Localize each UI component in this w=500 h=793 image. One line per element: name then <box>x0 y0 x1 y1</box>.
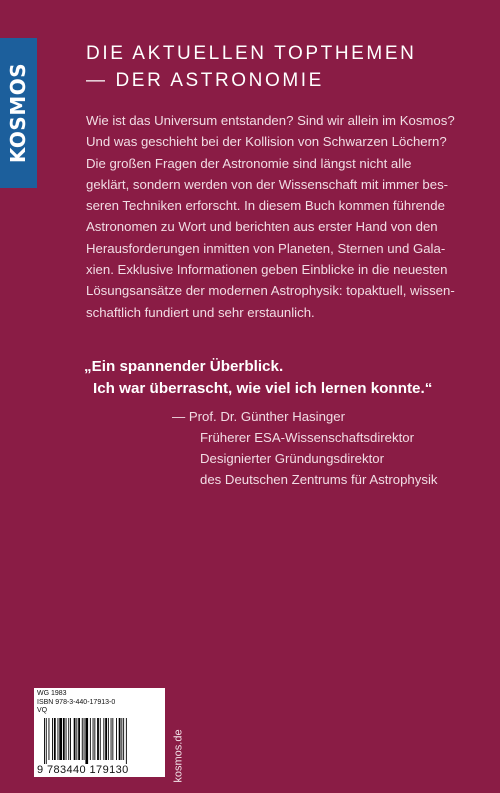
barcode-digits: 9 783440 179130 <box>37 764 129 776</box>
website-url <box>172 723 186 789</box>
attribution-role-2: Designierter Gründungsdirektor <box>200 451 384 466</box>
barcode-graphic <box>44 718 158 764</box>
blurb-line: Astronomen zu Wort und berichten aus erster Hand von den <box>86 219 438 235</box>
quote-attribution <box>172 406 492 490</box>
blurb-line: Und was geschieht bei der Kollision von Schwarzen Löchern? <box>86 134 447 150</box>
blurb-line: Wie ist das Universum entstanden? Sind wir allein im Kosmos? <box>86 113 455 128</box>
isbn-barcode-box <box>34 688 165 777</box>
kosmos-logo <box>0 38 37 188</box>
headline-line-2: — DER ASTRONOMIE <box>86 70 324 91</box>
attribution-role-1: Früherer ESA-Wissenschaftsdirektor <box>200 430 414 445</box>
blurb-line: Die großen Fragen der Astronomie sind längst nicht alle <box>86 155 412 171</box>
vq-code: VQ <box>37 707 48 714</box>
headline <box>86 40 486 94</box>
blurb-line: Lösungsansätze der modernen Astrophysik: topaktuell, wissen- <box>86 283 455 299</box>
blurb-text <box>86 110 462 323</box>
quote-line-2: Ich war überrascht, wie viel ich lernen konnte.“ <box>93 380 433 397</box>
isbn-number: ISBN 978-3-440-17913-0 <box>37 698 116 706</box>
blurb-line: schaftlich fundiert und sehr erstaunlich. <box>86 304 315 320</box>
attribution-role-3: des Deutschen Zentrums für Astrophysik <box>200 472 438 487</box>
blurb-line: geklärt, sondern werden von der Wissenschaft mit immer bes- <box>86 176 449 192</box>
attribution-name: — Prof. Dr. Günther Hasinger <box>172 409 345 424</box>
blurb-line: seren Techniken erforscht. In diesem Buch kommen führende <box>86 198 445 214</box>
headline-line-1: DIE AKTUELLEN TOPTHEMEN <box>86 43 417 64</box>
review-quote <box>84 356 484 400</box>
kosmos-logo-text: KOSMOS <box>6 62 31 164</box>
website-text: kosmos.de <box>173 729 186 783</box>
blurb-line: xien. Exklusive Informationen geben Einblicke in die neuesten <box>86 262 448 278</box>
quote-line-1: „Ein spannender Überblick. <box>84 358 284 375</box>
blurb-line: Herausforderungen inmitten von Planeten, Sternen und Gala- <box>86 240 446 256</box>
wg-code: WG 1983 <box>37 690 67 697</box>
